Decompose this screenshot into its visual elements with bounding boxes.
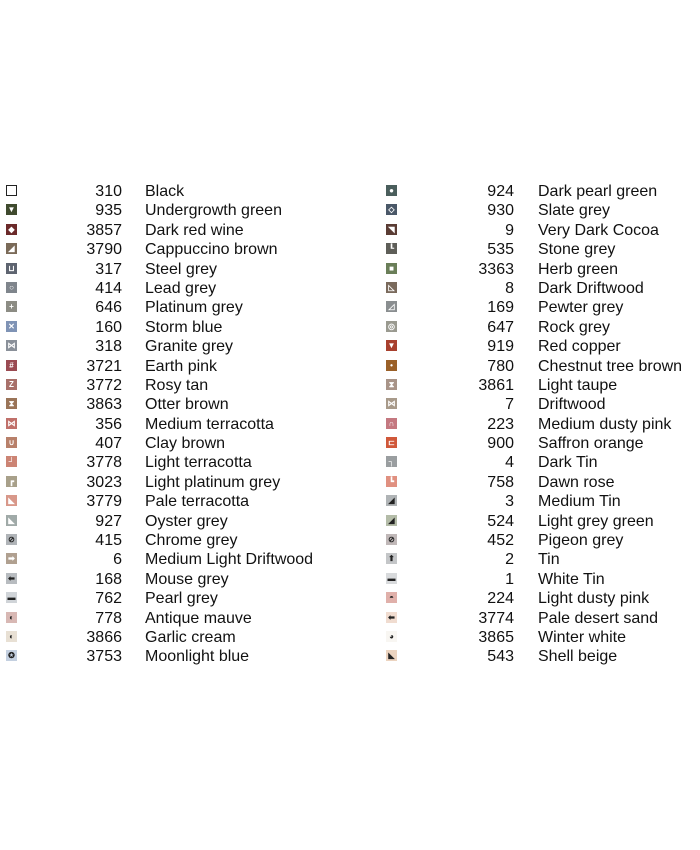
floss-number: 3 <box>505 493 514 511</box>
legend-row <box>0 376 340 395</box>
color-name: White Tin <box>538 570 605 588</box>
color-name: Winter white <box>538 628 627 646</box>
color-name: Stone grey <box>538 241 616 259</box>
floss-number: 414 <box>95 279 122 297</box>
color-name: Cappuccino brown <box>145 241 278 259</box>
floss-number: 3721 <box>86 357 122 375</box>
symbol-icon: • <box>386 360 397 371</box>
legend-row <box>0 647 340 666</box>
floss-number: 927 <box>95 512 122 530</box>
symbol-icon: ⬆ <box>386 553 397 564</box>
symbol-icon: ◺ <box>386 282 397 293</box>
symbol-icon: ✪ <box>6 650 17 661</box>
color-name: Driftwood <box>538 396 606 414</box>
symbol-icon: ● <box>386 185 397 196</box>
legend-row <box>380 570 700 589</box>
symbol-icon <box>6 185 17 196</box>
symbol-icon: ◿ <box>386 301 397 312</box>
color-name: Clay brown <box>145 435 226 453</box>
floss-number: 3023 <box>86 473 122 491</box>
floss-number: 4 <box>505 454 514 472</box>
color-name: Pigeon grey <box>538 532 624 550</box>
symbol-icon: + <box>6 301 17 312</box>
floss-number: 452 <box>487 532 514 550</box>
legend-row <box>380 201 700 220</box>
floss-number: 778 <box>95 609 122 627</box>
legend-row <box>380 298 700 317</box>
symbol-icon: ⋈ <box>387 399 396 409</box>
legend-row <box>0 589 340 608</box>
color-name: Light dusty pink <box>538 590 650 608</box>
floss-number: 900 <box>487 435 514 453</box>
color-name: Red copper <box>538 338 621 356</box>
legend-row <box>0 201 340 220</box>
color-name: Dawn rose <box>538 473 615 491</box>
symbol-icon: ⧗ <box>386 379 397 390</box>
legend-row <box>380 609 700 628</box>
color-name: Light grey green <box>538 512 654 530</box>
floss-number: 8 <box>505 279 514 297</box>
legend-row <box>380 279 700 298</box>
symbol-icon: ⋈ <box>7 341 16 351</box>
color-name: Rosy tan <box>145 376 209 394</box>
legend-row <box>380 395 700 414</box>
floss-number: 924 <box>487 183 514 200</box>
color-name: Storm blue <box>145 318 223 336</box>
floss-number: 160 <box>95 318 122 336</box>
color-name: Shell beige <box>538 648 618 666</box>
color-name: Medium terracotta <box>145 415 274 433</box>
color-name: Pale terracotta <box>145 493 250 511</box>
color-name: Otter brown <box>145 396 229 414</box>
floss-number: 535 <box>487 241 514 259</box>
symbol-icon: ▼ <box>387 341 396 351</box>
legend-row <box>380 182 700 201</box>
color-name: Light terracotta <box>145 454 252 472</box>
legend-row <box>380 628 700 647</box>
symbol-icon: ┏ <box>6 476 17 487</box>
floss-number: 758 <box>487 473 514 491</box>
floss-number: 356 <box>95 415 122 433</box>
color-name: Dark Tin <box>538 454 598 472</box>
color-name: Saffron orange <box>538 435 644 453</box>
floss-number: 762 <box>95 590 122 608</box>
symbol-icon: ⊏ <box>386 437 397 448</box>
symbol-icon: ┗ <box>386 476 397 487</box>
floss-number: 407 <box>95 435 122 453</box>
legend-row <box>0 512 340 531</box>
symbol-icon: ◕ <box>386 631 397 642</box>
symbol-icon: ▬ <box>387 573 396 583</box>
floss-number: 524 <box>487 512 514 530</box>
floss-number: 3778 <box>86 454 122 472</box>
legend-row <box>380 337 700 356</box>
color-name: Pearl grey <box>145 590 218 608</box>
color-name: Chestnut tree brown <box>538 357 683 375</box>
legend-row <box>0 609 340 628</box>
symbol-icon: ◓ <box>386 592 397 603</box>
color-name: Herb green <box>538 260 619 278</box>
floss-number: 3857 <box>86 221 122 239</box>
symbol-icon: ◥ <box>386 224 397 235</box>
legend-row <box>380 221 700 240</box>
floss-number: 647 <box>487 318 514 336</box>
symbol-icon: ◎ <box>386 321 397 332</box>
floss-number: 780 <box>487 357 514 375</box>
floss-number: 3774 <box>478 609 514 627</box>
color-name: Oyster grey <box>145 512 228 530</box>
color-name: Medium dusty pink <box>538 415 672 433</box>
color-name: Slate grey <box>538 202 611 220</box>
symbol-icon: ◢ <box>386 515 397 526</box>
symbol-icon: ┘ <box>6 456 17 467</box>
symbol-icon: ■ <box>386 263 397 274</box>
floss-number: 415 <box>95 532 122 550</box>
floss-number: 168 <box>95 570 122 588</box>
symbol-icon: ∪ <box>6 437 17 448</box>
legend-row <box>380 589 700 608</box>
symbol-icon: ✕ <box>6 321 17 332</box>
legend-row <box>0 570 340 589</box>
legend-row <box>0 298 340 317</box>
floss-number: 3866 <box>86 628 122 646</box>
legend-row <box>0 182 340 201</box>
symbol-icon: ∩ <box>386 418 397 429</box>
symbol-icon: ▬ <box>7 593 16 603</box>
symbol-icon: ⬅ <box>6 573 17 584</box>
legend-row <box>380 550 700 569</box>
color-name: Medium Light Driftwood <box>145 551 314 569</box>
symbol-icon: ○ <box>6 282 17 293</box>
color-name: Rock grey <box>538 318 611 336</box>
floss-number: 930 <box>487 202 514 220</box>
floss-number: 2 <box>505 551 514 569</box>
floss-number: 3863 <box>86 396 122 414</box>
floss-number: 310 <box>95 183 122 200</box>
floss-number: 3772 <box>86 376 122 394</box>
color-name: Earth pink <box>145 357 218 375</box>
legend-row <box>0 492 340 511</box>
legend-row <box>380 434 700 453</box>
legend-row <box>0 395 340 414</box>
symbol-icon: ◣ <box>6 515 17 526</box>
floss-number: 646 <box>95 299 122 317</box>
floss-number: 3779 <box>86 493 122 511</box>
legend-row <box>380 318 700 337</box>
legend-column-right <box>380 182 700 667</box>
color-name: Dark Driftwood <box>538 279 644 297</box>
legend-row <box>380 240 700 259</box>
color-name: Steel grey <box>145 260 218 278</box>
legend-row <box>0 279 340 298</box>
color-name: Chrome grey <box>145 532 238 550</box>
legend-row <box>380 512 700 531</box>
floss-number: 318 <box>95 338 122 356</box>
legend-row <box>380 647 700 666</box>
floss-number: 169 <box>487 299 514 317</box>
floss-number: 317 <box>95 260 122 278</box>
color-name: Platinum grey <box>145 299 243 317</box>
legend-row <box>0 415 340 434</box>
legend-row <box>380 357 700 376</box>
color-name: Light platinum grey <box>145 473 281 491</box>
symbol-icon: ⋈ <box>7 418 16 428</box>
color-name: Lead grey <box>145 279 217 297</box>
legend-row <box>0 221 340 240</box>
legend-row <box>0 357 340 376</box>
floss-number: 224 <box>487 590 514 608</box>
color-name: Pewter grey <box>538 299 624 317</box>
symbol-icon: ⊘ <box>386 534 397 545</box>
legend-row <box>380 531 700 550</box>
color-name: Medium Tin <box>538 493 621 511</box>
floss-number: 3861 <box>478 376 514 394</box>
legend-row <box>0 473 340 492</box>
color-name: Undergrowth green <box>145 202 282 220</box>
floss-number: 9 <box>505 221 514 239</box>
color-name: Tin <box>538 551 560 569</box>
symbol-icon: # <box>6 360 17 371</box>
legend-row <box>0 260 340 279</box>
legend-row <box>380 492 700 511</box>
legend-row <box>380 260 700 279</box>
floss-number: 543 <box>487 648 514 666</box>
legend-row <box>380 473 700 492</box>
floss-number: 3865 <box>478 628 514 646</box>
symbol-icon: ◢ <box>6 243 17 254</box>
color-name: Moonlight blue <box>145 648 250 666</box>
floss-number: 3363 <box>478 260 514 278</box>
floss-number: 935 <box>95 202 122 220</box>
color-name: Dark pearl green <box>538 183 658 200</box>
floss-number: 6 <box>113 551 122 569</box>
symbol-icon: ▼ <box>7 205 16 215</box>
floss-number: 7 <box>505 396 514 414</box>
color-name: Garlic cream <box>145 628 236 646</box>
legend-row <box>380 415 700 434</box>
floss-number: 1 <box>505 570 514 588</box>
symbol-icon: ⊔ <box>6 263 17 274</box>
color-name: Very Dark Cocoa <box>538 221 659 239</box>
symbol-icon: ➡ <box>6 553 17 564</box>
symbol-icon: ◐ <box>6 631 17 642</box>
symbol-icon: ◢ <box>386 495 397 506</box>
legend-row <box>380 453 700 472</box>
floss-number: 223 <box>487 415 514 433</box>
color-name: Mouse grey <box>145 570 229 588</box>
color-name: Light taupe <box>538 376 618 394</box>
legend-row <box>0 240 340 259</box>
color-name: Antique mauve <box>145 609 252 627</box>
legend-row <box>0 318 340 337</box>
legend-column-left <box>0 182 340 667</box>
legend-row <box>0 531 340 550</box>
legend-row <box>0 628 340 647</box>
symbol-icon: ◆ <box>6 224 17 235</box>
symbol-icon: ◐ <box>6 612 17 623</box>
floss-number: 3753 <box>86 648 122 666</box>
symbol-icon: ◣ <box>6 495 17 506</box>
legend-row <box>0 550 340 569</box>
legend-row <box>0 337 340 356</box>
symbol-icon: ◇ <box>386 204 397 215</box>
symbol-icon: ┐ <box>386 456 397 467</box>
color-name: Pale desert sand <box>538 609 659 627</box>
symbol-icon: ⊘ <box>6 534 17 545</box>
color-name: Granite grey <box>145 338 234 356</box>
symbol-icon: ┖ <box>386 243 397 254</box>
symbol-icon: ⧗ <box>6 398 17 409</box>
floss-number: 3790 <box>86 241 122 259</box>
symbol-icon: ◣ <box>386 650 397 661</box>
legend-row <box>0 453 340 472</box>
legend-row <box>380 376 700 395</box>
symbol-icon: ⬅ <box>386 612 397 623</box>
legend-row <box>0 434 340 453</box>
color-name: Dark red wine <box>145 221 244 239</box>
floss-number: 919 <box>487 338 514 356</box>
color-name: Black <box>145 183 185 200</box>
symbol-icon: Z <box>6 379 17 390</box>
